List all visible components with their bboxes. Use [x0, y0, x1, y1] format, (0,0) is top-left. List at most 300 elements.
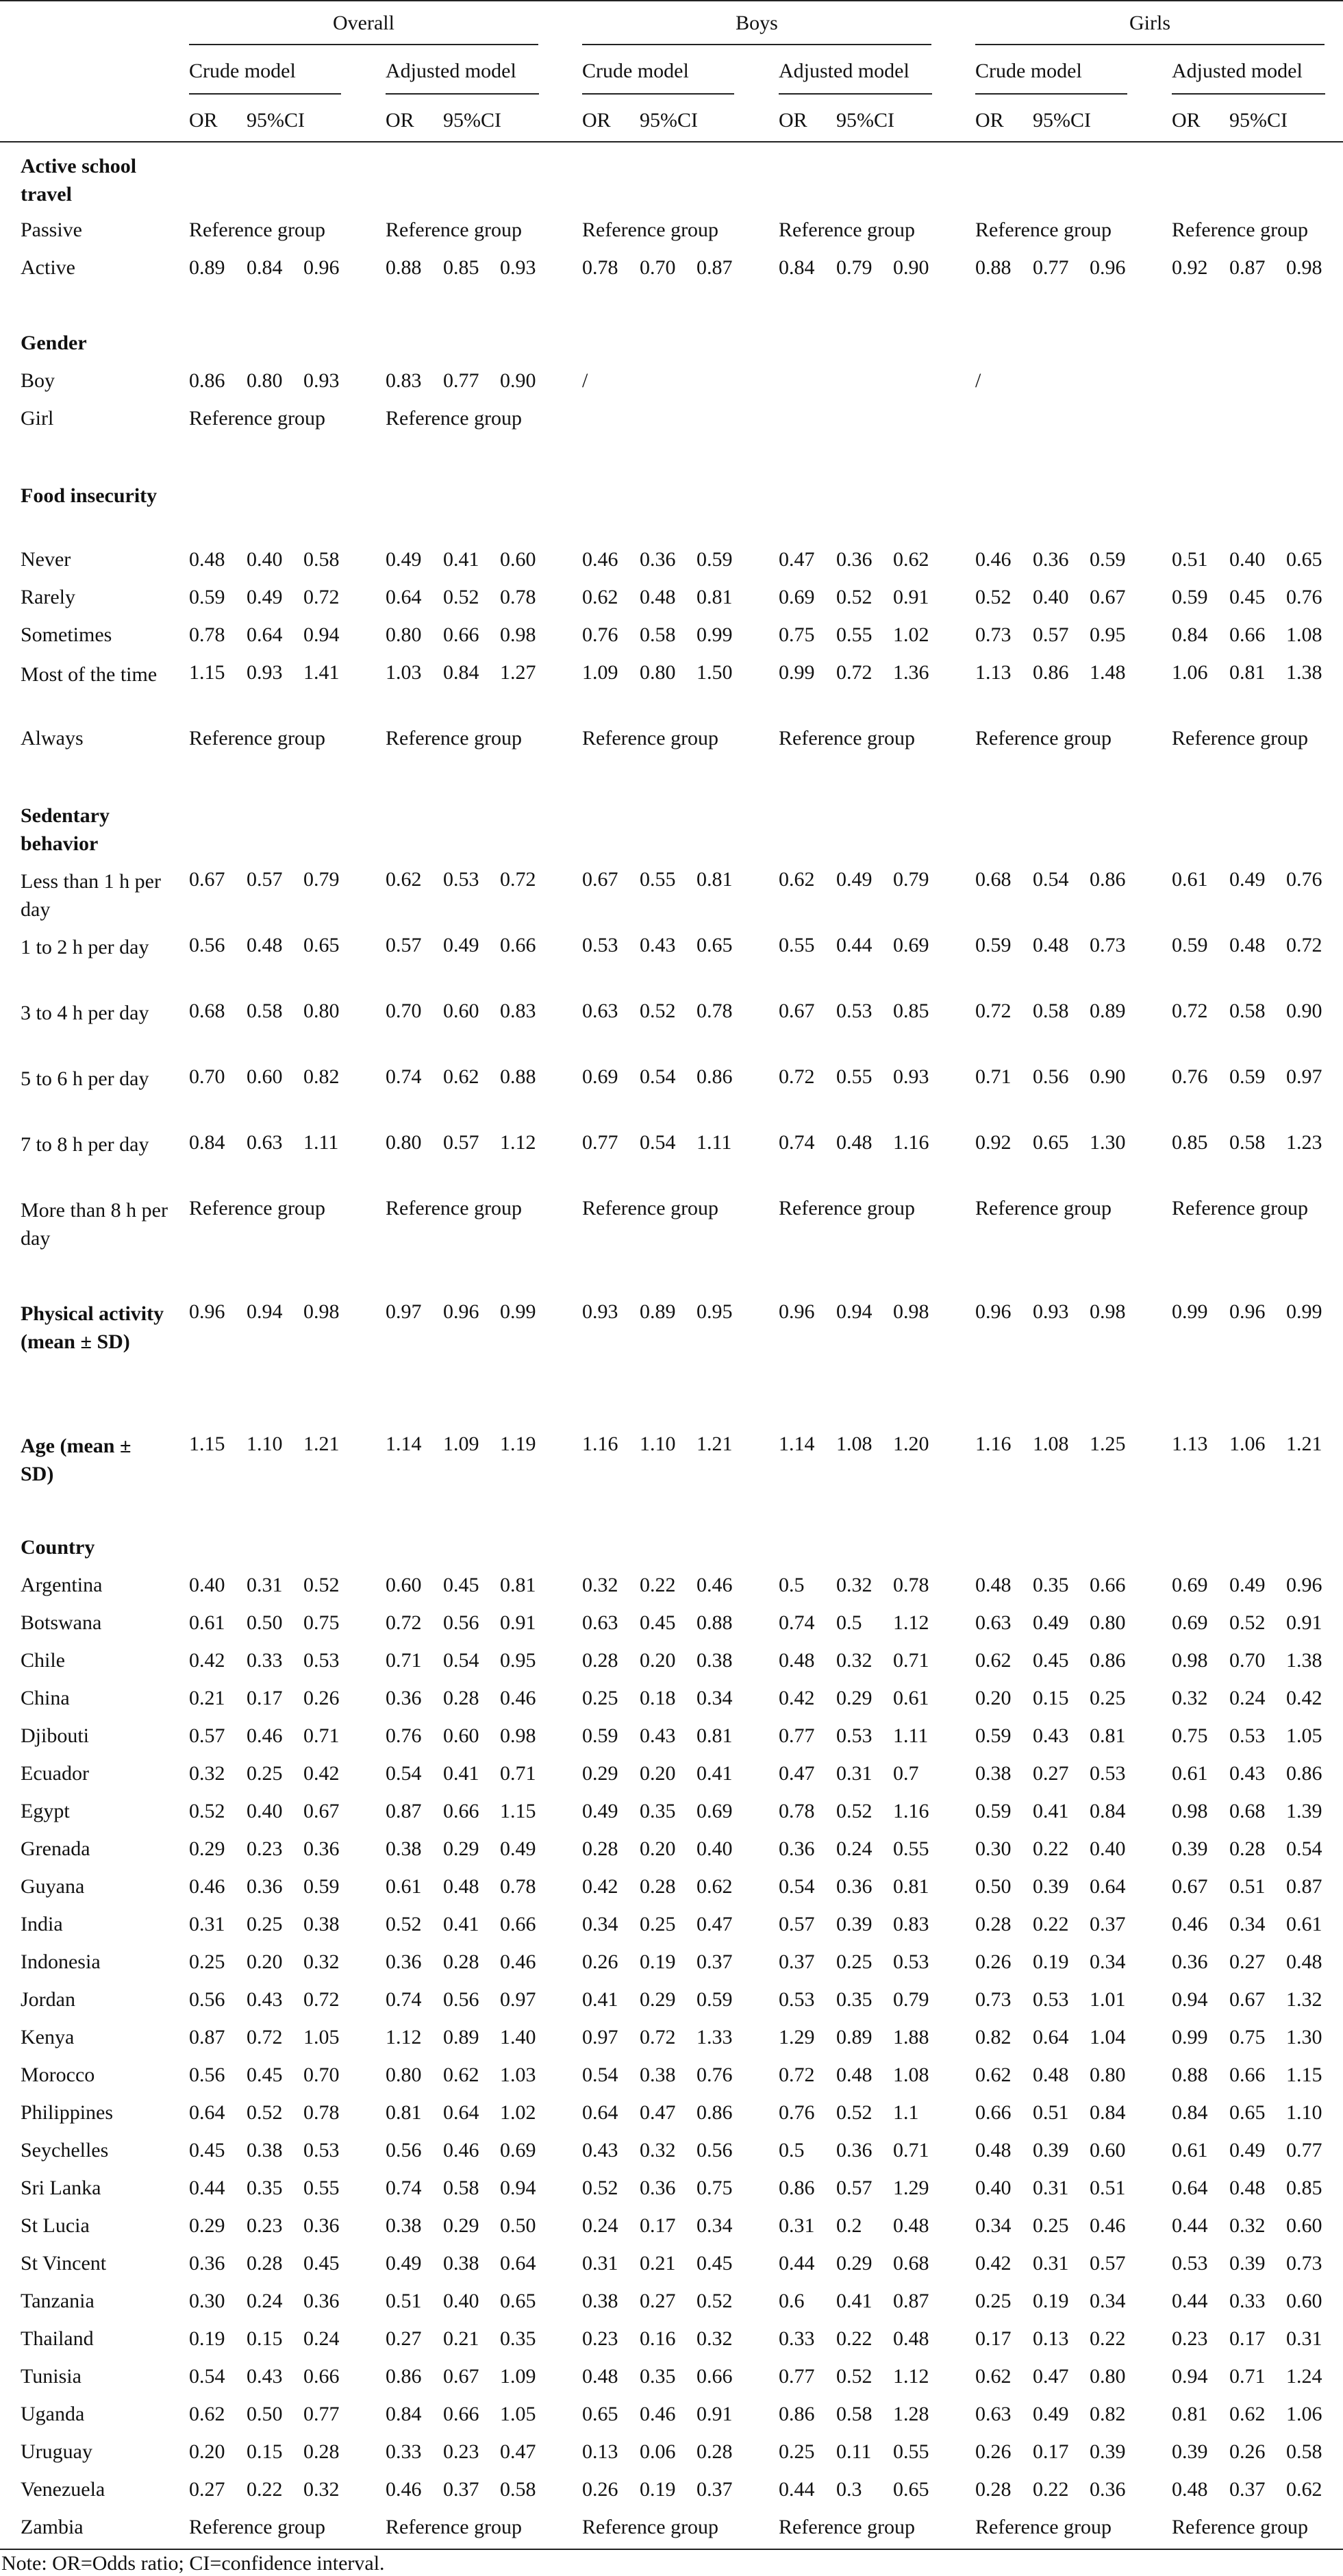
ci-lower-cell: 0.27: [1229, 1950, 1266, 1973]
table-header: [0, 0, 1343, 144]
odds-ratio-cell: 0.27: [386, 2327, 422, 2350]
reference-cell: Reference group: [386, 2516, 523, 2538]
ci-upper-cell: 0.22: [1090, 2327, 1126, 2350]
ci-upper-cell: 0.91: [893, 586, 929, 608]
model-underline: [975, 93, 1127, 95]
ci-lower-cell: 0.52: [443, 586, 479, 608]
ci-upper-cell: 0.58: [500, 2478, 536, 2501]
ci-upper-cell: 0.58: [303, 548, 340, 571]
ci-lower-cell: 0.52: [836, 2101, 873, 2124]
odds-ratio-cell: 0.29: [582, 1762, 618, 1785]
table-row: [0, 1907, 1343, 1944]
row-label: Morocco: [21, 2064, 95, 2086]
odds-ratio-cell: 0.28: [975, 1913, 1012, 1935]
ci-lower-cell: 0.40: [247, 1800, 283, 1822]
ci-lower-cell: 0.32: [836, 1649, 873, 1672]
odds-ratio-cell: 0.24: [582, 2214, 618, 2237]
ci-upper-cell: 0.80: [1090, 2064, 1126, 2086]
ci-lower-cell: 0.56: [443, 1988, 479, 2011]
ci-upper-cell: 1.48: [1090, 661, 1126, 684]
odds-ratio-cell: 0.23: [582, 2327, 618, 2350]
reference-cell: Reference group: [975, 1197, 1112, 1219]
ci-lower-cell: 0.81: [1229, 661, 1266, 684]
ci-upper-cell: 0.34: [1090, 2290, 1126, 2312]
ci-upper-cell: 0.71: [303, 1724, 340, 1747]
odds-ratio-cell: 0.53: [582, 934, 618, 956]
odds-ratio-cell: 0.51: [386, 2290, 422, 2312]
ci-upper-cell: 1.38: [1286, 1649, 1322, 1672]
odds-ratio-cell: 0.86: [779, 2403, 815, 2425]
reference-cell: Reference group: [189, 407, 326, 430]
row-label: 1 to 2 h per day: [21, 936, 149, 958]
odds-ratio-cell: 0.68: [189, 1000, 225, 1022]
ci-lower-cell: 0.29: [443, 1837, 479, 1860]
ci-lower-cell: 0.54: [1033, 868, 1069, 891]
table-row: [0, 1294, 1343, 1389]
ci-upper-cell: 0.81: [696, 586, 733, 608]
ci-upper-cell: 0.80: [1090, 1611, 1126, 1634]
ci-lower-cell: 0.25: [247, 1913, 283, 1935]
odds-ratio-cell: 0.44: [779, 2252, 815, 2275]
ci-lower-cell: 0.53: [1033, 1988, 1069, 2011]
odds-ratio-cell: 0.53: [779, 1988, 815, 2011]
table-row: [0, 1982, 1343, 2020]
ci-upper-cell: 0.76: [696, 2064, 733, 2086]
odds-ratio-cell: 0.98: [1172, 1649, 1208, 1672]
table-row: [0, 542, 1343, 580]
reference-cell: Reference group: [386, 727, 523, 750]
ci-upper-cell: 0.68: [893, 2252, 929, 2275]
odds-ratio-cell: 0.94: [1172, 2365, 1208, 2388]
ci-lower-cell: 0.35: [1033, 1574, 1069, 1596]
odds-ratio-cell: 1.15: [189, 1433, 225, 1455]
ci-lower-cell: 0.28: [1229, 1837, 1266, 1860]
odds-ratio-cell: 0.96: [189, 1300, 225, 1323]
odds-ratio-cell: 0.49: [386, 2252, 422, 2275]
odds-ratio-cell: 0.62: [386, 868, 422, 891]
ci-upper-cell: 0.45: [303, 2252, 340, 2275]
table-row: [0, 2020, 1343, 2057]
ci-upper-cell: 0.84: [1090, 1800, 1126, 1822]
table-row: [0, 2321, 1343, 2359]
odds-ratio-cell: 0.62: [975, 2365, 1012, 2388]
ci-lower-cell: 0.55: [640, 868, 676, 891]
ci-upper-cell: 0.85: [1286, 2177, 1322, 2199]
ci-upper-cell: 0.59: [303, 1875, 340, 1898]
odds-ratio-cell: 1.16: [582, 1433, 618, 1455]
ci-lower-cell: 0.36: [247, 1875, 283, 1898]
odds-ratio-cell: 0.26: [582, 2478, 618, 2501]
table-row: [0, 1869, 1343, 1907]
ci-upper-cell: 0.86: [1090, 1649, 1126, 1672]
ci-upper-cell: 0.62: [696, 1875, 733, 1898]
ci-lower-cell: 0.22: [1033, 1837, 1069, 1860]
odds-ratio-cell: 0.23: [1172, 2327, 1208, 2350]
ci-lower-cell: 0.41: [1033, 1800, 1069, 1822]
section-row: [0, 1530, 1343, 1568]
odds-ratio-cell: 0.21: [189, 1687, 225, 1709]
odds-ratio-cell: 0.48: [779, 1649, 815, 1672]
ci-upper-cell: 0.76: [1286, 868, 1322, 891]
ci-upper-cell: 0.90: [1090, 1065, 1126, 1088]
odds-ratio-cell: 0.68: [975, 868, 1012, 891]
odds-ratio-cell: 0.26: [975, 1950, 1012, 1973]
ci-upper-cell: 0.80: [303, 1000, 340, 1022]
ci-upper-cell: 0.47: [696, 1913, 733, 1935]
odds-ratio-cell: 0.59: [1172, 586, 1208, 608]
ci-lower-cell: 0.22: [247, 2478, 283, 2501]
ci-upper-cell: 1.15: [1286, 2064, 1322, 2086]
ci-upper-cell: 0.38: [696, 1649, 733, 1672]
odds-ratio-cell: 0.94: [1172, 1988, 1208, 2011]
odds-ratio-cell: 0.46: [1172, 1913, 1208, 1935]
ci-lower-cell: 0.52: [247, 2101, 283, 2124]
table-row: [0, 1191, 1343, 1256]
ci-lower-cell: 0.25: [1033, 2214, 1069, 2237]
odds-ratio-cell: 0.62: [779, 868, 815, 891]
row-label: Tunisia: [21, 2365, 81, 2388]
ci-upper-cell: 0.93: [500, 256, 536, 279]
ci-lower-cell: 0.62: [1229, 2403, 1266, 2425]
ci-upper-cell: 1.28: [893, 2403, 929, 2425]
row-label: Uganda: [21, 2403, 85, 2425]
ci-lower-cell: 0.66: [443, 2403, 479, 2425]
row-label: Thailand: [21, 2327, 94, 2350]
table-bottom-rule: [0, 2549, 1343, 2550]
reference-cell: Reference group: [779, 727, 916, 750]
section-heading: Food insecurity: [21, 484, 158, 507]
odds-ratio-cell: 1.03: [386, 661, 422, 684]
ci-lower-cell: 0.94: [836, 1300, 873, 1323]
ci-lower-cell: 1.09: [443, 1433, 479, 1455]
ci-lower-cell: 0.48: [443, 1875, 479, 1898]
ci-upper-cell: 0.85: [893, 1000, 929, 1022]
odds-ratio-cell: 0.70: [189, 1065, 225, 1088]
ci-lower-cell: 0.37: [443, 2478, 479, 2501]
stat-header-ci: 95%CI: [443, 109, 501, 132]
odds-ratio-cell: 0.61: [1172, 1762, 1208, 1785]
ci-lower-cell: 0.79: [836, 256, 873, 279]
ci-lower-cell: 0.19: [640, 1950, 676, 1973]
ci-lower-cell: 0.31: [1033, 2252, 1069, 2275]
ci-lower-cell: 0.89: [640, 1300, 676, 1323]
ci-lower-cell: 0.32: [640, 2139, 676, 2162]
ci-lower-cell: 0.49: [247, 586, 283, 608]
ci-upper-cell: 0.86: [696, 1065, 733, 1088]
ci-lower-cell: 0.46: [247, 1724, 283, 1747]
ci-lower-cell: 0.62: [443, 1065, 479, 1088]
ci-lower-cell: 0.70: [1229, 1649, 1266, 1672]
ci-lower-cell: 0.25: [247, 1762, 283, 1785]
odds-ratio-cell: 0.78: [582, 256, 618, 279]
odds-ratio-cell: 0.83: [386, 369, 422, 392]
stat-header-or: OR: [582, 109, 611, 132]
ci-upper-cell: 1.24: [1286, 2365, 1322, 2388]
table-row: [0, 2397, 1343, 2434]
table-row: [0, 2057, 1343, 2095]
ci-upper-cell: 1.15: [500, 1800, 536, 1822]
odds-ratio-cell: 0.74: [386, 1988, 422, 2011]
ci-upper-cell: 0.94: [500, 2177, 536, 2199]
ci-lower-cell: 0.84: [247, 256, 283, 279]
odds-ratio-cell: 0.69: [779, 586, 815, 608]
ci-upper-cell: 1.1: [893, 2101, 919, 2124]
odds-ratio-cell: 0.42: [779, 1687, 815, 1709]
ci-lower-cell: 0.43: [247, 1988, 283, 2011]
ci-upper-cell: 0.46: [696, 1574, 733, 1596]
ci-lower-cell: 0.20: [640, 1649, 676, 1672]
table-row: [0, 1794, 1343, 1831]
ci-lower-cell: 0.54: [443, 1649, 479, 1672]
reference-cell: Reference group: [189, 727, 326, 750]
ci-upper-cell: 0.59: [1090, 548, 1126, 571]
ci-lower-cell: 0.66: [1229, 623, 1266, 646]
odds-ratio-cell: 0.61: [1172, 868, 1208, 891]
ci-lower-cell: 0.45: [640, 1611, 676, 1634]
odds-ratio-cell: 1.15: [189, 661, 225, 684]
odds-ratio-cell: 1.13: [975, 661, 1012, 684]
ci-upper-cell: 0.58: [1286, 2440, 1322, 2463]
ci-upper-cell: 0.89: [1090, 1000, 1126, 1022]
ci-upper-cell: 1.21: [1286, 1433, 1322, 1455]
ci-lower-cell: 0.28: [247, 2252, 283, 2275]
ci-lower-cell: 0.57: [247, 868, 283, 891]
ci-upper-cell: 0.81: [696, 868, 733, 891]
reference-cell: Reference group: [779, 2516, 916, 2538]
ci-upper-cell: 0.72: [500, 868, 536, 891]
ci-lower-cell: 0.43: [247, 2365, 283, 2388]
odds-ratio-cell: 0.30: [189, 2290, 225, 2312]
ci-lower-cell: 0.72: [836, 661, 873, 684]
ci-lower-cell: 0.41: [443, 548, 479, 571]
ci-upper-cell: 0.75: [696, 2177, 733, 2199]
odds-ratio-cell: 0.93: [582, 1300, 618, 1323]
odds-ratio-cell: 0.54: [386, 1762, 422, 1785]
ci-upper-cell: 1.33: [696, 2026, 733, 2048]
ci-upper-cell: 0.78: [500, 1875, 536, 1898]
ci-lower-cell: 0.84: [443, 661, 479, 684]
reference-cell: Reference group: [1172, 1197, 1309, 1219]
odds-ratio-cell: 0.34: [975, 2214, 1012, 2237]
table-row: [0, 212, 1343, 250]
ci-upper-cell: 0.78: [696, 1000, 733, 1022]
ci-lower-cell: 0.35: [640, 1800, 676, 1822]
ci-upper-cell: 0.66: [696, 2365, 733, 2388]
ci-lower-cell: 1.08: [836, 1433, 873, 1455]
ci-lower-cell: 0.24: [836, 1837, 873, 1860]
group-underline: [975, 44, 1325, 45]
ci-lower-cell: 0.49: [1229, 868, 1266, 891]
ci-upper-cell: 0.49: [500, 1837, 536, 1860]
ci-upper-cell: 1.11: [893, 1724, 929, 1747]
odds-ratio-cell: 0.62: [189, 2403, 225, 2425]
odds-ratio-cell: 0.39: [1172, 1837, 1208, 1860]
ci-upper-cell: 0.72: [303, 586, 340, 608]
ci-upper-cell: 0.32: [303, 2478, 340, 2501]
odds-ratio-cell: 0.96: [975, 1300, 1012, 1323]
ci-upper-cell: 0.95: [500, 1649, 536, 1672]
odds-ratio-cell: 0.69: [1172, 1574, 1208, 1596]
ci-upper-cell: 0.77: [1286, 2139, 1322, 2162]
ci-upper-cell: 1.29: [893, 2177, 929, 2199]
ci-lower-cell: 0.75: [1229, 2026, 1266, 2048]
ci-upper-cell: 1.11: [303, 1131, 339, 1154]
odds-ratio-cell: 0.32: [189, 1762, 225, 1785]
ci-upper-cell: 0.90: [1286, 1000, 1322, 1022]
ci-lower-cell: 0.52: [640, 1000, 676, 1022]
row-label: Zambia: [21, 2516, 84, 2538]
ci-lower-cell: 0.24: [1229, 1687, 1266, 1709]
ci-lower-cell: 0.68: [1229, 1800, 1266, 1822]
odds-ratio-cell: 0.36: [386, 1950, 422, 1973]
ci-lower-cell: 0.33: [247, 1649, 283, 1672]
row-label: Seychelles: [21, 2139, 109, 2162]
table-row: [0, 1059, 1343, 1125]
odds-ratio-cell: 0.98: [1172, 1800, 1208, 1822]
odds-ratio-cell: 0.85: [1172, 1131, 1208, 1154]
row-label: Never: [21, 548, 71, 571]
ci-lower-cell: 0.39: [1033, 1875, 1069, 1898]
ci-upper-cell: 0.98: [303, 1300, 340, 1323]
ci-upper-cell: 0.66: [500, 1913, 536, 1935]
ci-upper-cell: 0.78: [303, 2101, 340, 2124]
ci-upper-cell: 0.76: [1286, 586, 1322, 608]
ci-lower-cell: 0.47: [1033, 2365, 1069, 2388]
ci-lower-cell: 0.45: [443, 1574, 479, 1596]
ci-upper-cell: 0.70: [303, 2064, 340, 2086]
ci-upper-cell: 0.91: [696, 2403, 733, 2425]
ci-upper-cell: 0.98: [1286, 256, 1322, 279]
odds-ratio-cell: 0.41: [582, 1988, 618, 2011]
ci-upper-cell: 1.27: [500, 661, 536, 684]
ci-lower-cell: 0.37: [1229, 2478, 1266, 2501]
odds-ratio-cell: 0.63: [582, 1611, 618, 1634]
odds-ratio-cell: 0.52: [386, 1913, 422, 1935]
ci-lower-cell: 0.20: [640, 1762, 676, 1785]
model-underline: [582, 93, 734, 95]
ci-lower-cell: 0.63: [247, 1131, 283, 1154]
odds-ratio-cell: 0.92: [1172, 256, 1208, 279]
odds-ratio-cell: 0.27: [189, 2478, 225, 2501]
ci-lower-cell: 0.77: [443, 369, 479, 392]
ci-upper-cell: 0.37: [1090, 1913, 1126, 1935]
ci-lower-cell: 0.60: [247, 1065, 283, 1088]
ci-lower-cell: 0.41: [836, 2290, 873, 2312]
ci-upper-cell: 0.82: [1090, 2403, 1126, 2425]
table-row: [0, 655, 1343, 721]
ci-lower-cell: 0.49: [1033, 2403, 1069, 2425]
odds-ratio-cell: 0.77: [582, 1131, 618, 1154]
ci-lower-cell: 0.72: [247, 2026, 283, 2048]
ci-lower-cell: 0.58: [836, 2403, 873, 2425]
ci-lower-cell: 0.67: [1229, 1988, 1266, 2011]
ci-lower-cell: 0.50: [247, 1611, 283, 1634]
ci-lower-cell: 0.20: [247, 1950, 283, 1973]
ci-lower-cell: 0.35: [247, 2177, 283, 2199]
odds-ratio-cell: 0.46: [582, 548, 618, 571]
odds-ratio-cell: 0.44: [189, 2177, 225, 2199]
odds-ratio-cell: 0.84: [779, 256, 815, 279]
stat-header-ci: 95%CI: [1033, 109, 1091, 132]
table-row: [0, 1831, 1343, 1869]
section-row: [0, 476, 1343, 542]
ci-upper-cell: 0.62: [893, 548, 929, 571]
ci-lower-cell: 0.18: [640, 1687, 676, 1709]
odds-ratio-cell: 0.33: [386, 2440, 422, 2463]
odds-ratio-cell: 0.50: [975, 1875, 1012, 1898]
ci-lower-cell: 0.49: [1229, 1574, 1266, 1596]
ci-upper-cell: 0.59: [696, 548, 733, 571]
table-row: [0, 1426, 1343, 1492]
odds-ratio-cell: 0.80: [386, 623, 422, 646]
ci-upper-cell: 0.53: [303, 1649, 340, 1672]
row-label: Philippines: [21, 2101, 114, 2124]
ci-upper-cell: 1.02: [893, 623, 929, 646]
ci-lower-cell: 1.08: [1033, 1433, 1069, 1455]
section-row: [0, 796, 1343, 862]
ci-upper-cell: 0.65: [303, 934, 340, 956]
odds-ratio-cell: 0.71: [386, 1649, 422, 1672]
ci-upper-cell: 1.21: [303, 1433, 340, 1455]
ci-lower-cell: 1.06: [1229, 1433, 1266, 1455]
ci-lower-cell: 0.65: [1229, 2101, 1266, 2124]
model-underline: [189, 93, 341, 95]
ci-lower-cell: 0.31: [836, 1762, 873, 1785]
model-header-crude: Crude model: [582, 60, 689, 82]
ci-upper-cell: 1.10: [1286, 2101, 1322, 2124]
odds-ratio-cell: 0.53: [1172, 2252, 1208, 2275]
ci-lower-cell: 0.47: [640, 2101, 676, 2124]
ci-lower-cell: 0.46: [443, 2139, 479, 2162]
ci-upper-cell: 0.65: [500, 2290, 536, 2312]
table-row: [0, 2170, 1343, 2208]
ci-lower-cell: 0.45: [1033, 1649, 1069, 1672]
ci-upper-cell: 0.93: [303, 369, 340, 392]
row-label: Botswana: [21, 1611, 102, 1634]
ci-upper-cell: 0.87: [893, 2290, 929, 2312]
ci-upper-cell: 0.56: [696, 2139, 733, 2162]
ci-upper-cell: 1.08: [1286, 623, 1322, 646]
ci-upper-cell: 0.79: [893, 868, 929, 891]
ci-lower-cell: 0.15: [1033, 1687, 1069, 1709]
ci-upper-cell: 0.83: [893, 1913, 929, 1935]
odds-ratio-cell: 0.86: [386, 2365, 422, 2388]
ci-upper-cell: 0.28: [303, 2440, 340, 2463]
odds-ratio-cell: 0.25: [779, 2440, 815, 2463]
ci-upper-cell: 0.59: [696, 1988, 733, 2011]
ci-lower-cell: 0.26: [1229, 2440, 1266, 2463]
ci-upper-cell: 0.77: [303, 2403, 340, 2425]
odds-ratio-cell: 0.30: [975, 1837, 1012, 1860]
row-label: Indonesia: [21, 1950, 101, 1973]
ci-lower-cell: 0.40: [443, 2290, 479, 2312]
row-label: China: [21, 1687, 70, 1709]
reference-cell: Reference group: [779, 1197, 916, 1219]
ci-lower-cell: 0.53: [443, 868, 479, 891]
ci-upper-cell: 0.98: [500, 623, 536, 646]
ci-upper-cell: 1.30: [1286, 2026, 1322, 2048]
row-label: Sri Lanka: [21, 2177, 101, 2199]
ci-lower-cell: 0.57: [1033, 623, 1069, 646]
ci-upper-cell: 0.60: [1286, 2214, 1322, 2237]
section-row: [0, 325, 1343, 363]
ci-upper-cell: 1.21: [696, 1433, 733, 1455]
stat-header-or: OR: [189, 109, 218, 132]
ci-lower-cell: 0.13: [1033, 2327, 1069, 2350]
ci-lower-cell: 0.34: [1229, 1913, 1266, 1935]
odds-ratio-cell: 0.74: [779, 1611, 815, 1634]
ci-lower-cell: 0.22: [1033, 1913, 1069, 1935]
